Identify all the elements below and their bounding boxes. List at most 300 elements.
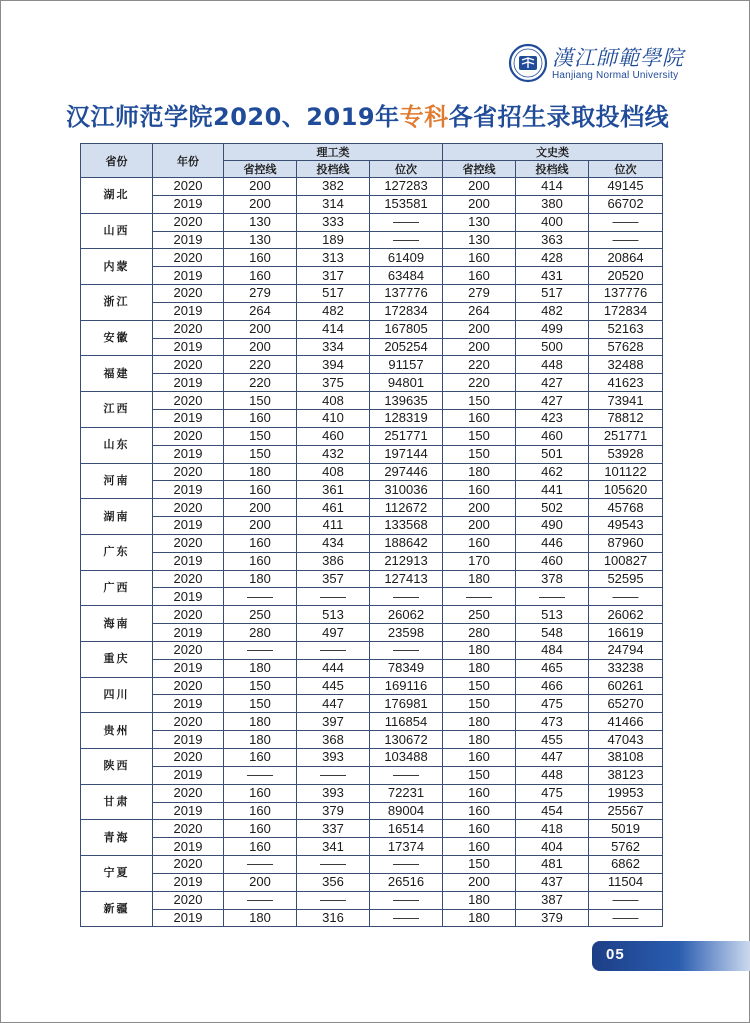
title-suffix: 各省招生录取投档线 <box>448 103 670 131</box>
arts-control-line-cell: 200 <box>443 499 516 517</box>
year-cell: 2020 <box>153 178 224 196</box>
year-cell: 2020 <box>153 749 224 767</box>
science-control-line-cell: 279 <box>224 285 297 303</box>
arts-control-line-cell: 160 <box>443 481 516 499</box>
table-row <box>81 517 663 535</box>
table-row <box>81 606 663 624</box>
table-row <box>81 213 663 231</box>
science-rank-cell: 26062 <box>370 606 443 624</box>
arts-rank-cell: 6862 <box>589 856 663 874</box>
year-cell: 2020 <box>153 856 224 874</box>
year-cell: 2020 <box>153 713 224 731</box>
province-cell: 四川 <box>81 677 153 713</box>
science-control-line-cell: 180 <box>224 713 297 731</box>
arts-admission-line-cell: 484 <box>516 641 589 659</box>
table-row <box>81 588 663 606</box>
arts-control-line-cell: 180 <box>443 731 516 749</box>
year-cell: 2019 <box>153 588 224 606</box>
arts-rank-cell: 49145 <box>589 178 663 196</box>
arts-admission-line-cell: 428 <box>516 249 589 267</box>
science-admission-line-cell: 368 <box>297 731 370 749</box>
arts-rank-cell: 47043 <box>589 731 663 749</box>
table-row <box>81 374 663 392</box>
arts-control-line-cell: 200 <box>443 320 516 338</box>
table-row <box>81 534 663 552</box>
header-year: 年份 <box>153 144 224 178</box>
science-admission-line-cell: —— <box>297 891 370 909</box>
science-control-line-cell: 150 <box>224 427 297 445</box>
science-control-line-cell: 160 <box>224 249 297 267</box>
arts-control-line-cell: 160 <box>443 409 516 427</box>
page-number-tab <box>592 941 750 971</box>
year-cell: 2019 <box>153 909 224 927</box>
science-admission-line-cell: 313 <box>297 249 370 267</box>
science-rank-cell: 176981 <box>370 695 443 713</box>
province-cell: 内蒙 <box>81 249 153 285</box>
arts-control-line-cell: 160 <box>443 802 516 820</box>
science-control-line-cell: 150 <box>224 677 297 695</box>
science-rank-cell: 112672 <box>370 499 443 517</box>
arts-admission-line-cell: 363 <box>516 231 589 249</box>
arts-control-line-cell: 250 <box>443 606 516 624</box>
province-cell: 陕西 <box>81 749 153 785</box>
science-admission-line-cell: 393 <box>297 784 370 802</box>
science-admission-line-cell: 317 <box>297 267 370 285</box>
year-cell: 2019 <box>153 731 224 749</box>
year-cell: 2019 <box>153 445 224 463</box>
table-row <box>81 392 663 410</box>
science-control-line-cell: 200 <box>224 517 297 535</box>
table-row <box>81 338 663 356</box>
science-control-line-cell: 220 <box>224 356 297 374</box>
arts-control-line-cell: 160 <box>443 749 516 767</box>
year-cell: 2019 <box>153 873 224 891</box>
header-arts-control-line: 省控线 <box>443 161 516 178</box>
year-cell: 2020 <box>153 570 224 588</box>
table-row <box>81 320 663 338</box>
year-cell: 2019 <box>153 838 224 856</box>
arts-control-line-cell: 180 <box>443 891 516 909</box>
year-cell: 2019 <box>153 231 224 249</box>
science-admission-line-cell: 379 <box>297 802 370 820</box>
arts-admission-line-cell: 378 <box>516 570 589 588</box>
year-cell: 2019 <box>153 409 224 427</box>
arts-control-line-cell: 160 <box>443 534 516 552</box>
title-highlight: 专科 <box>399 103 449 131</box>
province-cell: 湖北 <box>81 178 153 214</box>
arts-control-line-cell: 150 <box>443 766 516 784</box>
science-admission-line-cell: 356 <box>297 873 370 891</box>
table-row <box>81 427 663 445</box>
science-rank-cell: —— <box>370 856 443 874</box>
year-cell: 2020 <box>153 320 224 338</box>
science-control-line-cell: 160 <box>224 409 297 427</box>
arts-control-line-cell: 180 <box>443 641 516 659</box>
province-cell: 浙江 <box>81 285 153 321</box>
arts-admission-line-cell: 473 <box>516 713 589 731</box>
arts-admission-line-cell: 548 <box>516 624 589 642</box>
table-row <box>81 677 663 695</box>
year-cell: 2019 <box>153 374 224 392</box>
science-admission-line-cell: 361 <box>297 481 370 499</box>
arts-rank-cell: 45768 <box>589 499 663 517</box>
science-rank-cell: —— <box>370 213 443 231</box>
page-number: 05 <box>606 946 625 963</box>
science-admission-line-cell: 333 <box>297 213 370 231</box>
province-cell: 安徽 <box>81 320 153 356</box>
arts-rank-cell: 5019 <box>589 820 663 838</box>
arts-control-line-cell: 170 <box>443 552 516 570</box>
science-admission-line-cell: 444 <box>297 659 370 677</box>
year-cell: 2019 <box>153 302 224 320</box>
arts-admission-line-cell: 400 <box>516 213 589 231</box>
year-cell: 2020 <box>153 534 224 552</box>
arts-rank-cell: 41466 <box>589 713 663 731</box>
year-cell: 2019 <box>153 624 224 642</box>
province-cell: 青海 <box>81 820 153 856</box>
arts-control-line-cell: 150 <box>443 392 516 410</box>
arts-admission-line-cell: 517 <box>516 285 589 303</box>
year-cell: 2019 <box>153 766 224 784</box>
year-cell: 2020 <box>153 213 224 231</box>
science-admission-line-cell: 497 <box>297 624 370 642</box>
science-rank-cell: 172834 <box>370 302 443 320</box>
table-row <box>81 267 663 285</box>
science-admission-line-cell: —— <box>297 588 370 606</box>
science-control-line-cell: 150 <box>224 695 297 713</box>
arts-admission-line-cell: 513 <box>516 606 589 624</box>
science-control-line-cell: —— <box>224 856 297 874</box>
science-rank-cell: —— <box>370 588 443 606</box>
arts-control-line-cell: 180 <box>443 463 516 481</box>
science-admission-line-cell: 189 <box>297 231 370 249</box>
year-cell: 2020 <box>153 285 224 303</box>
header-science: 理工类 <box>224 144 443 161</box>
province-cell: 重庆 <box>81 641 153 677</box>
table-row <box>81 838 663 856</box>
science-admission-line-cell: 382 <box>297 178 370 196</box>
arts-control-line-cell: 200 <box>443 178 516 196</box>
science-control-line-cell: 150 <box>224 445 297 463</box>
science-rank-cell: 310036 <box>370 481 443 499</box>
arts-rank-cell: 38123 <box>589 766 663 784</box>
arts-admission-line-cell: 379 <box>516 909 589 927</box>
science-rank-cell: 133568 <box>370 517 443 535</box>
arts-admission-line-cell: 499 <box>516 320 589 338</box>
science-rank-cell: 89004 <box>370 802 443 820</box>
science-admission-line-cell: 513 <box>297 606 370 624</box>
province-cell: 宁夏 <box>81 856 153 892</box>
table-row <box>81 409 663 427</box>
table-row <box>81 499 663 517</box>
arts-control-line-cell: 200 <box>443 195 516 213</box>
science-control-line-cell: 264 <box>224 302 297 320</box>
science-admission-line-cell: 357 <box>297 570 370 588</box>
science-rank-cell: 116854 <box>370 713 443 731</box>
arts-admission-line-cell: 427 <box>516 392 589 410</box>
table-row <box>81 659 663 677</box>
table-row <box>81 285 663 303</box>
arts-rank-cell: 78812 <box>589 409 663 427</box>
arts-rank-cell: 105620 <box>589 481 663 499</box>
arts-control-line-cell: 220 <box>443 356 516 374</box>
science-rank-cell: 212913 <box>370 552 443 570</box>
year-cell: 2019 <box>153 802 224 820</box>
science-control-line-cell: 160 <box>224 481 297 499</box>
header-science-admission-line: 投档线 <box>297 161 370 178</box>
arts-control-line-cell: 200 <box>443 517 516 535</box>
science-admission-line-cell: 341 <box>297 838 370 856</box>
science-control-line-cell: 180 <box>224 731 297 749</box>
table-row <box>81 302 663 320</box>
arts-control-line-cell: 280 <box>443 624 516 642</box>
table-row <box>81 356 663 374</box>
table-row <box>81 249 663 267</box>
science-control-line-cell: 180 <box>224 463 297 481</box>
science-control-line-cell: 160 <box>224 838 297 856</box>
arts-rank-cell: 53928 <box>589 445 663 463</box>
arts-control-line-cell: 264 <box>443 302 516 320</box>
table-row <box>81 856 663 874</box>
arts-admission-line-cell: 454 <box>516 802 589 820</box>
arts-rank-cell: 73941 <box>589 392 663 410</box>
arts-admission-line-cell: 481 <box>516 856 589 874</box>
science-rank-cell: 72231 <box>370 784 443 802</box>
arts-rank-cell: 5762 <box>589 838 663 856</box>
university-emblem-icon <box>508 43 548 83</box>
science-admission-line-cell: 334 <box>297 338 370 356</box>
science-admission-line-cell: 314 <box>297 195 370 213</box>
header-science-control-line: 省控线 <box>224 161 297 178</box>
arts-admission-line-cell: 465 <box>516 659 589 677</box>
science-admission-line-cell: 434 <box>297 534 370 552</box>
arts-admission-line-cell: 460 <box>516 552 589 570</box>
arts-rank-cell: 57628 <box>589 338 663 356</box>
science-control-line-cell: 200 <box>224 178 297 196</box>
arts-admission-line-cell: 427 <box>516 374 589 392</box>
arts-control-line-cell: 130 <box>443 213 516 231</box>
arts-admission-line-cell: —— <box>516 588 589 606</box>
science-rank-cell: 251771 <box>370 427 443 445</box>
arts-control-line-cell: 220 <box>443 374 516 392</box>
table-row <box>81 909 663 927</box>
science-control-line-cell: 180 <box>224 909 297 927</box>
science-control-line-cell: 200 <box>224 873 297 891</box>
science-control-line-cell: 280 <box>224 624 297 642</box>
science-rank-cell: 167805 <box>370 320 443 338</box>
admission-score-table <box>80 143 663 927</box>
science-rank-cell: 128319 <box>370 409 443 427</box>
science-control-line-cell: 130 <box>224 213 297 231</box>
science-rank-cell: 63484 <box>370 267 443 285</box>
science-control-line-cell: 200 <box>224 499 297 517</box>
science-rank-cell: —— <box>370 641 443 659</box>
table-row <box>81 624 663 642</box>
science-rank-cell: 103488 <box>370 749 443 767</box>
arts-control-line-cell: 180 <box>443 659 516 677</box>
science-rank-cell: 94801 <box>370 374 443 392</box>
arts-rank-cell: 24794 <box>589 641 663 659</box>
science-control-line-cell: —— <box>224 588 297 606</box>
science-control-line-cell: 160 <box>224 820 297 838</box>
science-control-line-cell: 130 <box>224 231 297 249</box>
province-cell: 福建 <box>81 356 153 392</box>
science-rank-cell: 61409 <box>370 249 443 267</box>
province-cell: 山西 <box>81 213 153 249</box>
science-admission-line-cell: 394 <box>297 356 370 374</box>
year-cell: 2019 <box>153 481 224 499</box>
province-cell: 广西 <box>81 570 153 606</box>
year-cell: 2020 <box>153 249 224 267</box>
science-rank-cell: 16514 <box>370 820 443 838</box>
science-rank-cell: 127413 <box>370 570 443 588</box>
table-row <box>81 766 663 784</box>
science-control-line-cell: 160 <box>224 267 297 285</box>
year-cell: 2019 <box>153 659 224 677</box>
arts-admission-line-cell: 446 <box>516 534 589 552</box>
science-rank-cell: 197144 <box>370 445 443 463</box>
province-cell: 新疆 <box>81 891 153 927</box>
arts-control-line-cell: 180 <box>443 713 516 731</box>
arts-rank-cell: —— <box>589 213 663 231</box>
arts-admission-line-cell: 455 <box>516 731 589 749</box>
arts-rank-cell: 65270 <box>589 695 663 713</box>
arts-control-line-cell: 200 <box>443 873 516 891</box>
arts-rank-cell: 49543 <box>589 517 663 535</box>
arts-rank-cell: 26062 <box>589 606 663 624</box>
arts-rank-cell: 16619 <box>589 624 663 642</box>
science-rank-cell: 91157 <box>370 356 443 374</box>
year-cell: 2019 <box>153 552 224 570</box>
science-rank-cell: 139635 <box>370 392 443 410</box>
arts-control-line-cell: 160 <box>443 820 516 838</box>
arts-rank-cell: 52595 <box>589 570 663 588</box>
arts-control-line-cell: 180 <box>443 909 516 927</box>
logo-english-name: Hanjiang Normal University <box>552 70 679 81</box>
arts-admission-line-cell: 423 <box>516 409 589 427</box>
arts-rank-cell: 52163 <box>589 320 663 338</box>
province-cell: 广东 <box>81 534 153 570</box>
year-cell: 2020 <box>153 606 224 624</box>
science-rank-cell: 188642 <box>370 534 443 552</box>
arts-admission-line-cell: 482 <box>516 302 589 320</box>
science-admission-line-cell: —— <box>297 766 370 784</box>
science-admission-line-cell: 414 <box>297 320 370 338</box>
table-row <box>81 570 663 588</box>
arts-control-line-cell: 150 <box>443 695 516 713</box>
science-admission-line-cell: 397 <box>297 713 370 731</box>
table-row <box>81 445 663 463</box>
science-admission-line-cell: —— <box>297 856 370 874</box>
arts-rank-cell: 172834 <box>589 302 663 320</box>
science-control-line-cell: 200 <box>224 320 297 338</box>
arts-admission-line-cell: 501 <box>516 445 589 463</box>
science-rank-cell: 169116 <box>370 677 443 695</box>
science-control-line-cell: 180 <box>224 570 297 588</box>
year-cell: 2019 <box>153 695 224 713</box>
arts-control-line-cell: 150 <box>443 677 516 695</box>
header-province: 省份 <box>81 144 153 178</box>
year-cell: 2020 <box>153 784 224 802</box>
year-cell: 2019 <box>153 517 224 535</box>
science-control-line-cell: —— <box>224 891 297 909</box>
page-title <box>66 97 686 132</box>
arts-control-line-cell: 160 <box>443 784 516 802</box>
arts-admission-line-cell: 387 <box>516 891 589 909</box>
science-admission-line-cell: 375 <box>297 374 370 392</box>
year-cell: 2020 <box>153 463 224 481</box>
table-row <box>81 784 663 802</box>
table-row <box>81 481 663 499</box>
arts-admission-line-cell: 418 <box>516 820 589 838</box>
arts-control-line-cell: 150 <box>443 427 516 445</box>
year-cell: 2019 <box>153 267 224 285</box>
science-control-line-cell: 160 <box>224 534 297 552</box>
header-arts-rank: 位次 <box>589 161 663 178</box>
logo-chinese-name: 漢江師範學院 <box>552 46 684 70</box>
arts-admission-line-cell: 500 <box>516 338 589 356</box>
science-admission-line-cell: 445 <box>297 677 370 695</box>
table-row <box>81 195 663 213</box>
science-admission-line-cell: 482 <box>297 302 370 320</box>
table-body <box>81 178 663 927</box>
arts-control-line-cell: 200 <box>443 338 516 356</box>
table-row <box>81 873 663 891</box>
arts-control-line-cell: 130 <box>443 231 516 249</box>
province-cell: 河南 <box>81 463 153 499</box>
province-cell: 贵州 <box>81 713 153 749</box>
science-admission-line-cell: 408 <box>297 463 370 481</box>
science-rank-cell: 153581 <box>370 195 443 213</box>
table-row <box>81 552 663 570</box>
arts-rank-cell: 100827 <box>589 552 663 570</box>
arts-admission-line-cell: 437 <box>516 873 589 891</box>
arts-rank-cell: 60261 <box>589 677 663 695</box>
science-rank-cell: 26516 <box>370 873 443 891</box>
arts-control-line-cell: 150 <box>443 856 516 874</box>
science-control-line-cell: —— <box>224 641 297 659</box>
table-row <box>81 802 663 820</box>
header-science-rank: 位次 <box>370 161 443 178</box>
province-cell: 湖南 <box>81 499 153 535</box>
arts-admission-line-cell: 475 <box>516 695 589 713</box>
science-control-line-cell: 250 <box>224 606 297 624</box>
arts-rank-cell: 38108 <box>589 749 663 767</box>
science-admission-line-cell: 461 <box>297 499 370 517</box>
science-rank-cell: 17374 <box>370 838 443 856</box>
science-rank-cell: 205254 <box>370 338 443 356</box>
science-control-line-cell: 160 <box>224 552 297 570</box>
arts-control-line-cell: 160 <box>443 838 516 856</box>
science-rank-cell: —— <box>370 231 443 249</box>
science-admission-line-cell: 393 <box>297 749 370 767</box>
arts-rank-cell: 101122 <box>589 463 663 481</box>
arts-rank-cell: —— <box>589 588 663 606</box>
table-row <box>81 731 663 749</box>
science-rank-cell: —— <box>370 909 443 927</box>
science-control-line-cell: 200 <box>224 195 297 213</box>
year-cell: 2020 <box>153 392 224 410</box>
arts-admission-line-cell: 475 <box>516 784 589 802</box>
science-admission-line-cell: 410 <box>297 409 370 427</box>
arts-admission-line-cell: 466 <box>516 677 589 695</box>
science-admission-line-cell: 386 <box>297 552 370 570</box>
science-rank-cell: 127283 <box>370 178 443 196</box>
year-cell: 2020 <box>153 499 224 517</box>
arts-admission-line-cell: 414 <box>516 178 589 196</box>
arts-rank-cell: 33238 <box>589 659 663 677</box>
table-row <box>81 231 663 249</box>
